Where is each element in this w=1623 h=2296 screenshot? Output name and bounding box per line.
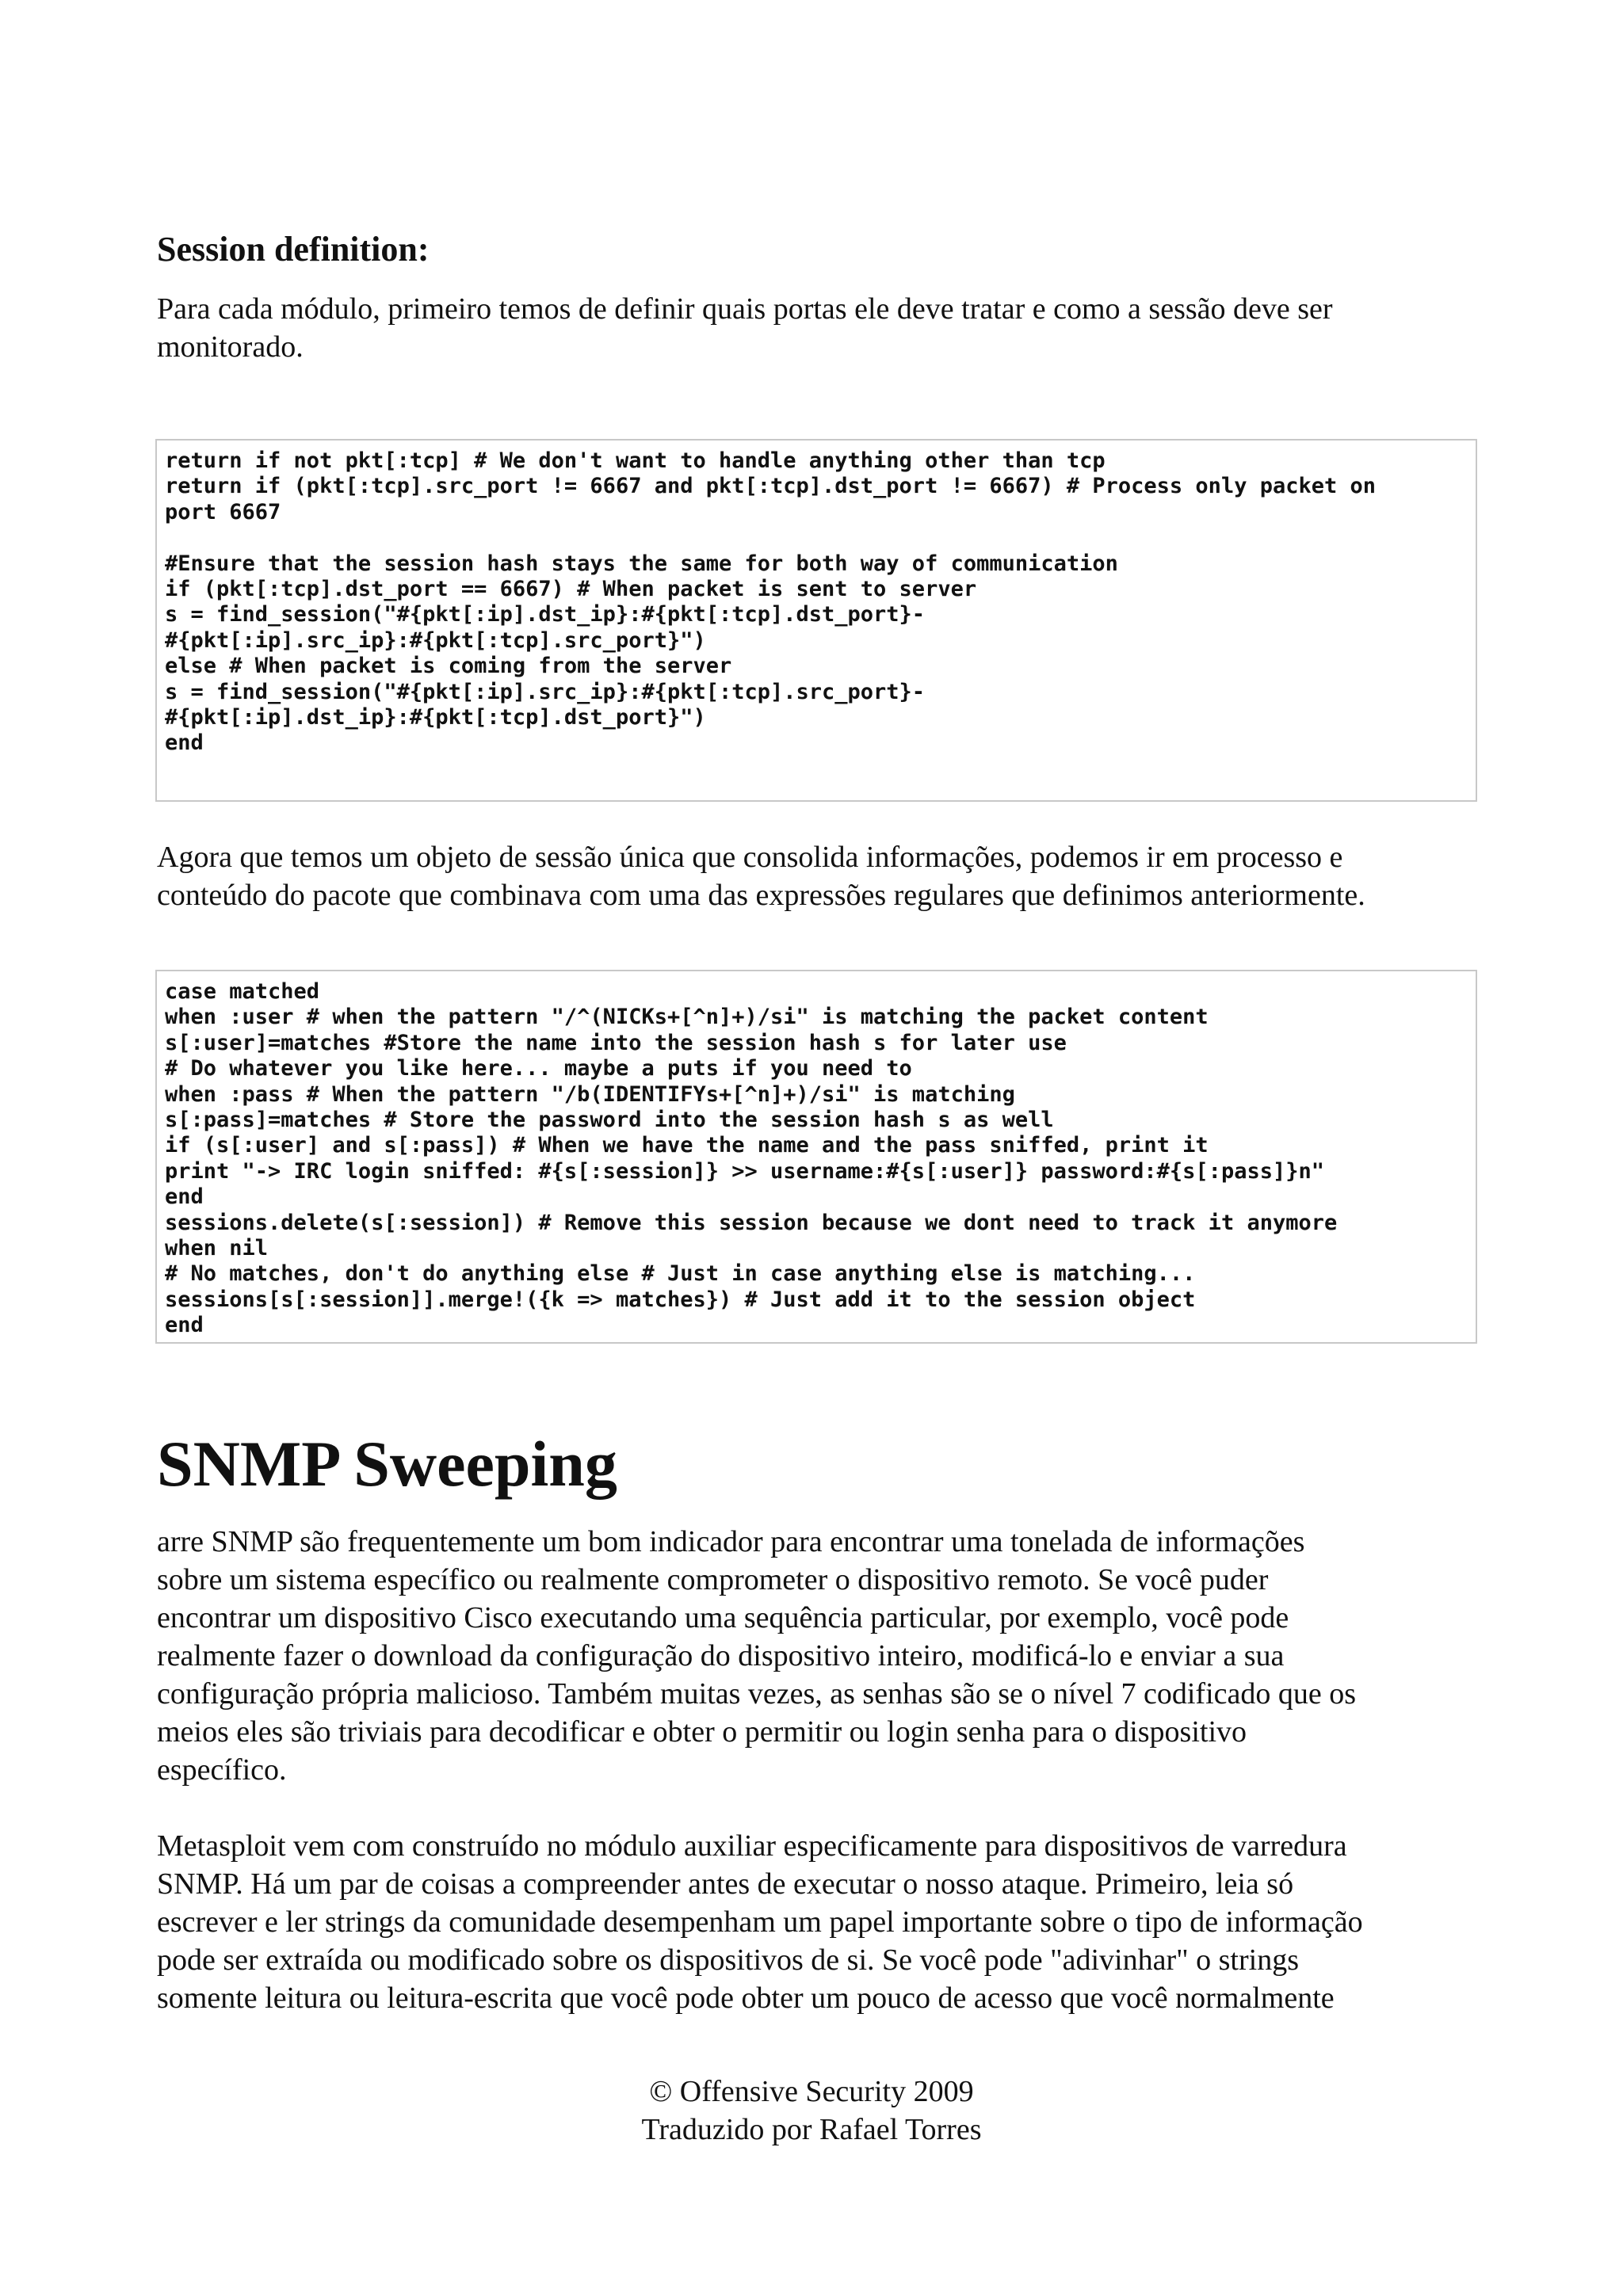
code-block-matching: case matched when :user # when the pattern "/^(NICKs+[^n]+)/si" is matching the packet content s[:user]=matches #Store the name into the session hash s for later use # Do whatever you like here... maybe a puts if you need to when :pass # When the pattern "/b(IDENTIFYs+[^n]+)/si" is matching s[:pass]=matches # Store the password into the session hash s as well if (s[:user] and s[:pass]) # When we have the name and the pass sniffed, print it print "-> IRC login sniffed: #{s[:session]} >> username:#{s[:user]} password:#{s[:pass]}n" end sessions.delete(s[:session]) # Remove this session because we dont need to track it anymore when nil # No matches, don't do anything else # Just in case anything else is matching... sessions[s[:session]].merge!({k => matches}) # Just add it to the session object end [155, 970, 1477, 1344]
page-footer [0, 2073, 1623, 2149]
middle-paragraph: Agora que temos um objeto de sessão única que consolida informações, podemos ir em processo e conteúdo do pacote que combinava com uma das expressões regulares que definimos anteriormente. [157, 841, 1365, 912]
footer-copyright: © Offensive Security 2009 [649, 2075, 974, 2108]
section-heading: Session definition: [157, 230, 430, 269]
intro-paragraph: Para cada módulo, primeiro temos de definir quais portas ele deve tratar e como a sessão deve ser monitorado. [157, 292, 1333, 364]
code-block-session: return if not pkt[:tcp] # We don't want to handle anything other than tcp return if (pkt[:tcp].src_port != 6667 and pkt[:tcp].dst_port != 6667) # Process only packet on port 6667 #Ensure that the session hash stays the same for both way of communication if (pkt[:tcp].dst_port == 6667) # When packet is sent to server s = find_session("#{pkt[:ip].dst_ip}:#{pkt[:tcp].dst_port}- #{pkt[:ip].src_ip}:#{pkt[:tcp].src_port}") else # When packet is coming from the server s = find_session("#{pkt[:ip].src_ip}:#{pkt[:tcp].src_port}- #{pkt[:ip].dst_ip}:#{pkt[:tcp].dst_port}") end [155, 439, 1477, 802]
snmp-paragraph-1: arre SNMP são frequentemente um bom indicador para encontrar uma tonelada de informações sobre um sistema específico ou realmente comprometer o dispositivo remoto. Se você puder encontrar um dispositivo Cisco executando uma sequência particular, por exemplo, você pode realmente fazer o download da configuração do dispositivo inteiro, modificá-lo e enviar a sua configuração própria malicioso. Também muitas vezes, as senhas são se o nível 7 codificado que os meios eles são triviais para decodificar e obter o permitir ou login senha para o dispositivo específico. [157, 1525, 1357, 1787]
snmp-title: SNMP Sweeping [157, 1428, 617, 1500]
footer-translator: Traduzido por Rafael Torres [641, 2113, 982, 2146]
snmp-paragraph-2: Metasploit vem com construído no módulo auxiliar especificamente para dispositivos de varredura SNMP. Há um par de coisas a compreender antes de executar o nosso ataque. Primeiro, leia só escrever e ler strings da comunidade desempenham um papel importante sobre o tipo de informação pode ser extraída ou modificado sobre os dispositivos de si. Se você pode "adivinhar" o strings somente leitura ou leitura-escrita que você pode obter um pouco de acesso que você normalmente [157, 1829, 1363, 2015]
